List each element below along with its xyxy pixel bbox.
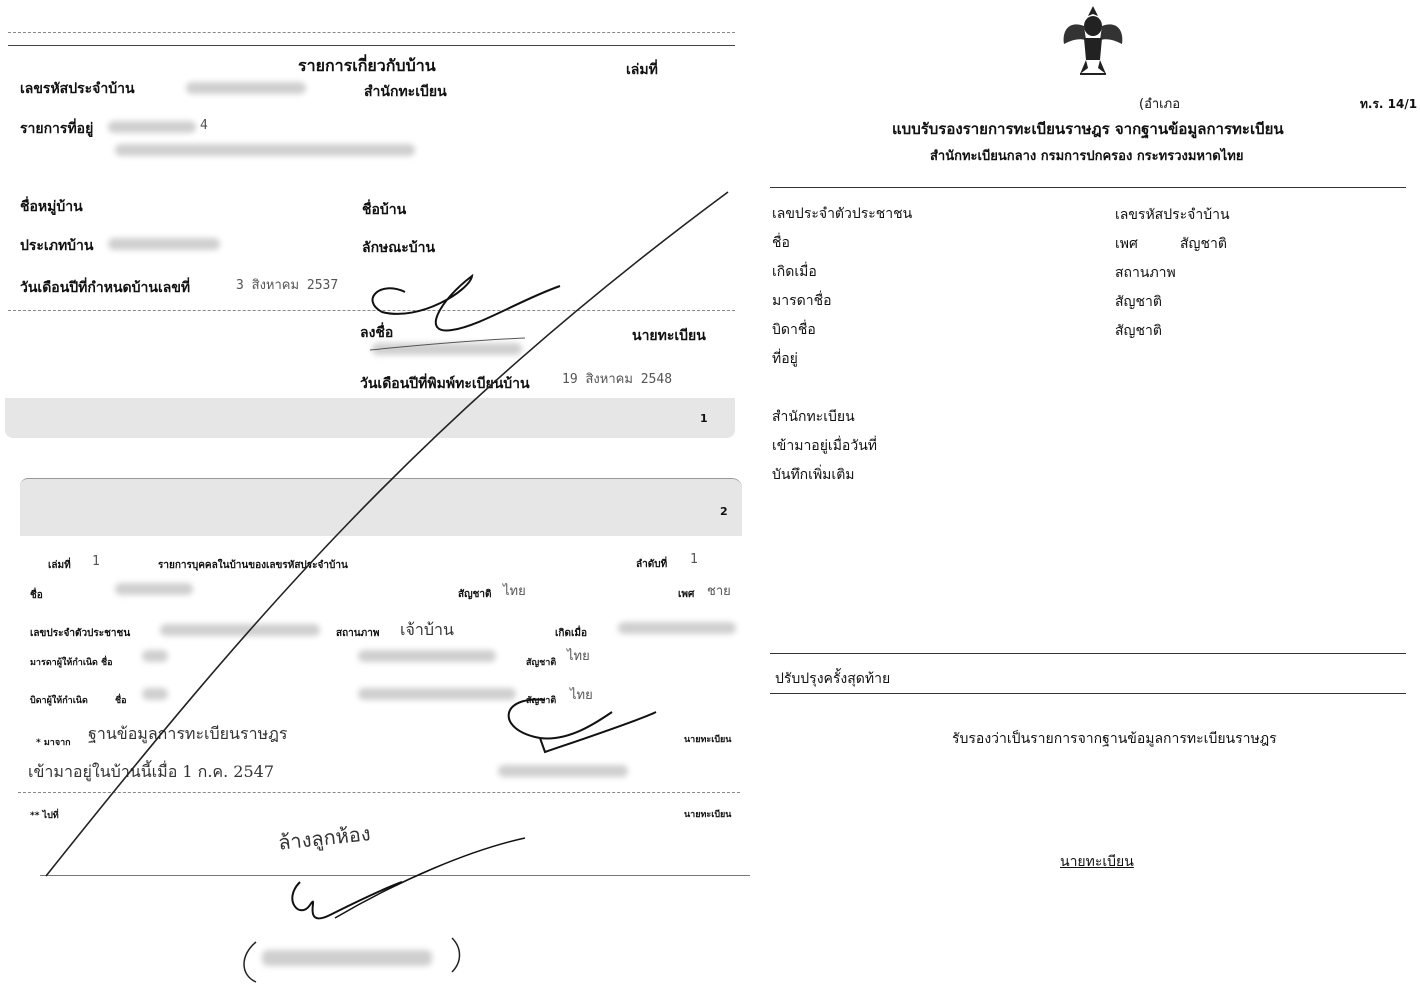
address-label: รายการที่อยู่ bbox=[20, 121, 94, 137]
field-house-id: เลขรหัสประจำบ้าน bbox=[1115, 207, 1230, 223]
village-label: ชื่อหมู่บ้าน bbox=[20, 199, 83, 215]
signature-3-b bbox=[335, 838, 525, 918]
order-label: ลำดับที่ bbox=[636, 559, 668, 570]
handwritten-note: ล้างลูกห้อง bbox=[276, 821, 372, 855]
father-nationality-label: สัญชาติ bbox=[526, 696, 557, 706]
book-value-2: 1 bbox=[92, 554, 100, 569]
citizen-id-label: เลขประจำตัวประชาชน bbox=[30, 628, 131, 639]
from-value: ฐานข้อมูลการทะเบียนราษฎร bbox=[88, 724, 288, 743]
form-title: แบบรับรองรายการทะเบียนราษฎร จากฐานข้อมูลการทะเบียน bbox=[892, 120, 1284, 138]
signature-1 bbox=[373, 276, 560, 330]
moved-in-text: เข้ามาอยู่ในบ้านนี้เมื่อ 1 ก.ค. 2547 bbox=[28, 762, 275, 781]
signature-3 bbox=[292, 882, 402, 918]
field-name: ชื่อ bbox=[772, 235, 790, 251]
certify-statement: รับรองว่าเป็นรายการจากฐานข้อมูลการทะเบียนราษฎร bbox=[952, 731, 1277, 747]
born-label: เกิดเมื่อ bbox=[555, 628, 587, 639]
district-label: (อำเภอ bbox=[1139, 97, 1180, 112]
book-label-2: เล่มที่ bbox=[48, 560, 71, 571]
registrar-label-1: นายทะเบียน bbox=[632, 328, 706, 344]
signature-2 bbox=[509, 700, 656, 752]
field-father-nationality: สัญชาติ bbox=[1115, 323, 1162, 339]
last-update-top-rule bbox=[770, 653, 1406, 654]
house-name-label: ชื่อบ้าน bbox=[362, 202, 407, 218]
field-mother-nationality: สัญชาติ bbox=[1115, 294, 1162, 310]
office-label: สำนักทะเบียน bbox=[364, 84, 447, 100]
field-sex: เพศ bbox=[1115, 236, 1138, 252]
bracket-right bbox=[452, 938, 460, 972]
assigned-date-value: 3 สิงหาคม 2537 bbox=[236, 278, 339, 293]
field-nationality: สัญชาติ bbox=[1180, 236, 1227, 252]
section1-title: รายการเกี่ยวกับบ้าน bbox=[298, 56, 436, 75]
mother-nationality-value: ไทย bbox=[567, 649, 590, 664]
house-style-label: ลักษณะบ้าน bbox=[362, 240, 436, 256]
certify-registrar: นายทะเบียน bbox=[1060, 854, 1134, 870]
field-office: สำนักทะเบียน bbox=[772, 409, 855, 425]
field-address: ที่อยู่ bbox=[772, 351, 798, 367]
field-father: บิดาชื่อ bbox=[772, 322, 816, 338]
page-number-2: 2 bbox=[720, 505, 728, 518]
form-code: ท.ร. 14/1 bbox=[1360, 97, 1418, 111]
nationality-label: สัญชาติ bbox=[458, 589, 492, 600]
print-date-value: 19 สิงหาคม 2548 bbox=[562, 372, 673, 387]
mother-label: มารดาผู้ให้กำเนิด ชื่อ bbox=[30, 658, 113, 668]
field-moved-in: เข้ามาอยู่เมื่อวันที่ bbox=[772, 438, 877, 454]
field-status: สถานภาพ bbox=[1115, 265, 1176, 281]
father-name-label: ชื่อ bbox=[115, 696, 127, 706]
nationality-value: ไทย bbox=[503, 584, 526, 599]
status-value: เจ้าบ้าน bbox=[400, 620, 454, 639]
sex-label: เพศ bbox=[678, 589, 695, 600]
registrar-label-3: นายทะเบียน bbox=[684, 810, 732, 820]
status-label: สถานภาพ bbox=[336, 628, 380, 639]
garuda-emblem-icon bbox=[1058, 2, 1128, 80]
father-nationality-value: ไทย bbox=[570, 688, 593, 703]
last-update-bottom-rule bbox=[770, 693, 1406, 694]
person-name-label: ชื่อ bbox=[30, 590, 43, 601]
book-label: เล่มที่ bbox=[626, 62, 658, 78]
form-subtitle: สำนักทะเบียนกลาง กรมการปกครอง กระทรวงมหาดไทย bbox=[930, 149, 1244, 164]
person-list-title: รายการบุคคลในบ้านของเลขรหัสประจำบ้าน bbox=[158, 560, 348, 571]
to-label: ** ไปที่ bbox=[30, 811, 59, 821]
signature-1-b bbox=[370, 338, 525, 350]
field-mother: มารดาชื่อ bbox=[772, 293, 832, 309]
header-rule bbox=[770, 187, 1406, 188]
bracket-left bbox=[244, 942, 256, 982]
field-notes: บันทึกเพิ่มเติม bbox=[772, 467, 855, 483]
assigned-date-label: วันเดือนปีที่กำหนดบ้านเลขที่ bbox=[20, 280, 191, 296]
address-partial: 4 bbox=[200, 118, 208, 133]
field-citizen-id: เลขประจำตัวประชาชน bbox=[772, 206, 913, 222]
house-type-label: ประเภทบ้าน bbox=[20, 238, 94, 254]
diagonal-cancel-line bbox=[46, 192, 728, 876]
print-date-label: วันเดือนปีที่พิมพ์ทะเบียนบ้าน bbox=[360, 376, 530, 392]
registrar-label-2: นายทะเบียน bbox=[684, 735, 732, 745]
page-number-1: 1 bbox=[700, 412, 708, 425]
father-label: บิดาผู้ให้กำเนิด bbox=[30, 696, 88, 706]
from-label: * มาจาก bbox=[36, 738, 71, 748]
house-id-label: เลขรหัสประจำบ้าน bbox=[20, 81, 135, 97]
order-value: 1 bbox=[690, 552, 698, 567]
sign-label: ลงชื่อ bbox=[360, 325, 394, 341]
last-update-label: ปรับปรุงครั้งสุดท้าย bbox=[775, 671, 891, 687]
field-born: เกิดเมื่อ bbox=[772, 264, 817, 280]
sex-value: ชาย bbox=[707, 584, 731, 599]
mother-nationality-label: สัญชาติ bbox=[526, 658, 557, 668]
